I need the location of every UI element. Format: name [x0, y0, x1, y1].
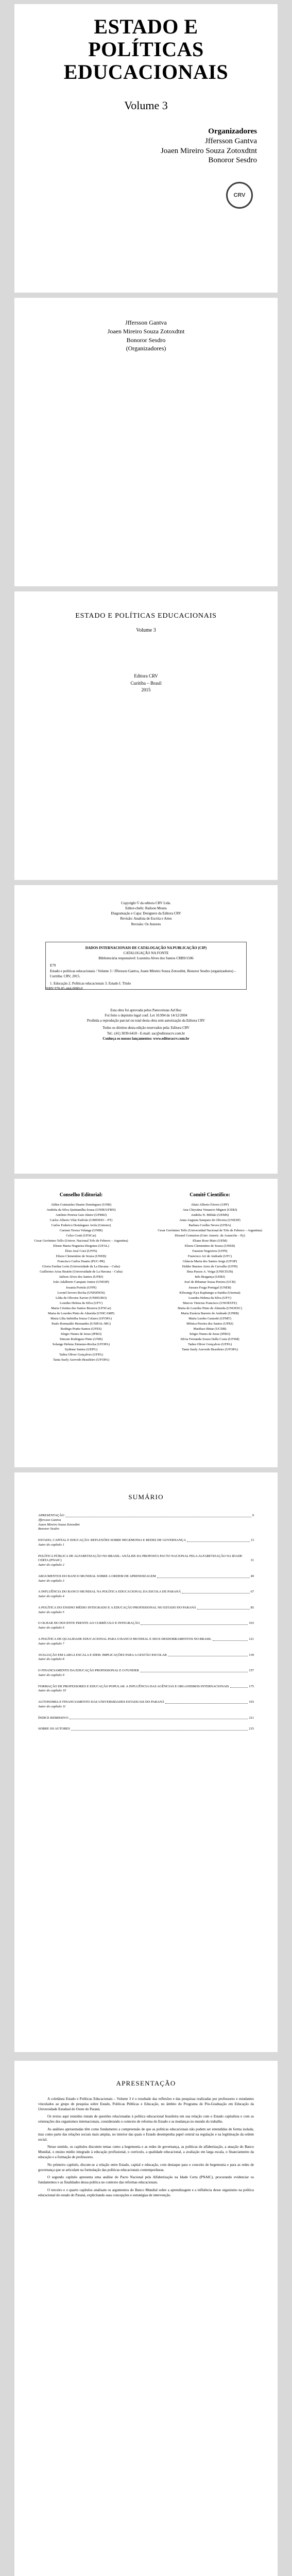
committee-member: Francisco Ari de Andrade (UFC) — [187, 1255, 232, 1259]
cip-box — [45, 942, 247, 990]
scientific-committee-title: Comitê Científico: — [190, 1192, 230, 1198]
toc-entry-author: Autor do capítulo 11 — [38, 1704, 66, 1708]
logo-text: CRV — [233, 192, 246, 198]
committee-member: Marcos Vinicius Francisco (UNOESTE) — [182, 1301, 237, 1305]
toc-entry-label: SOBRE OS AUTORES — [38, 1727, 71, 1731]
toc-entry-row — [38, 1514, 254, 1518]
toc-entry-row — [38, 1554, 254, 1564]
toc-entry-author: Autor do capítulo 5 — [38, 1610, 64, 1614]
toc-entry-page: 157 — [249, 1669, 254, 1673]
cover-title-line: ESTADO E — [94, 15, 198, 38]
council-page — [14, 1179, 278, 1467]
council-member: Andréia da Silva Quintanilha Sousa (UNIR/UFRN) — [46, 1208, 116, 1212]
cover-title — [14, 15, 278, 83]
toc-entry-author: Autor do capítulo 1 — [38, 1543, 64, 1547]
council-member: Sydione Santos (UEPG) — [64, 1348, 98, 1352]
cover-title-line: EDUCACIONAIS — [63, 60, 229, 83]
council-member: Celso Conti (UFSCar) — [66, 1233, 96, 1238]
council-member: Sérgio Nunes de Jesus (IFRO) — [61, 1332, 101, 1336]
scientific-committee-list — [154, 1202, 265, 1353]
toc-entry-row — [38, 1538, 254, 1543]
toc-entry-row — [38, 1621, 254, 1626]
toc-entry-page: 49 — [250, 1574, 254, 1578]
copyright-credits — [14, 901, 278, 927]
committee-member: Gláucia Maria dos Santos Jorge (UFOP) — [182, 1260, 237, 1264]
organizer-name: Bonoror Sesdro — [208, 156, 257, 165]
council-member: Rodrigo Pratte-Santos (UFES) — [60, 1327, 102, 1331]
toc-entry-page: 103 — [249, 1621, 254, 1625]
paragraph: A coletânea Estado e Políticas Educacionais – Volume 3 é o resultado das reflexões e das pesquisas realizadas por professores e estudantes vinculados ao grupo de pesquisa sobre Estado, Políticas Públicas e Educação, no âmbito do Programa de Pós-Graduação em Educação da Universidade Estadual do Oeste do Paraná. — [38, 2097, 254, 2111]
toc-entry-row — [38, 1700, 254, 1705]
toc-entry-label: AUTONOMIA E FINANCIAMENTO DAS UNIVERSIDADES ESTADUAIS DO PARANÁ — [38, 1700, 165, 1704]
paragraph: Nesse sentido, os capítulos discutem temas como a hegemonia e as redes de governança, as políticas de alfabetização, a atuação do Banco Mundial, o ensino médio integrado à educação profissional, o currículo, a qualidade educacional, a avaliação em larga escala, o financiamento da educação e a formação de professores. — [38, 2145, 254, 2159]
toc-entry-row — [38, 1574, 254, 1579]
committee-member: Maria de Lourdes Pinto de Almeida (UNOESC) — [178, 1306, 242, 1310]
notice-line: Conheça os nossos lançamentos: www.editoracrv.com.br — [102, 1036, 190, 1041]
presentation-page-1 — [14, 2061, 278, 2576]
council-member: Solange Helena Ximenes-Rocha (UFOPA) — [52, 1343, 110, 1347]
editorial-council-title: Conselho Editorial: — [59, 1192, 103, 1198]
committee-member: Sérgio Nunes de Jesus (IFRO) — [190, 1332, 230, 1336]
council-member: Josania Portela (UFPI) — [65, 1285, 97, 1290]
toc-entry-label: ARGUMENTOS DO BANCO MUNDIAL SOBRE A ORDEM DE APRENDIZAGEM — [38, 1574, 156, 1578]
toc-title: SUMÁRIO — [128, 1493, 164, 1501]
toc-entry-page: 121 — [249, 1637, 254, 1641]
council-member: Cesar Gerónimo Tello (Univer. Nacional Três de Febrero – Argentina) — [34, 1239, 128, 1243]
committee-member: Elizeu Clementino de Souza (UNEB) — [184, 1244, 235, 1248]
committee-member: Ilma Passos A. Veiga (UNICEUB) — [186, 1270, 233, 1274]
halftitle-line: Bonoror Sesdro — [126, 336, 166, 344]
paragraph: As análises apresentadas têm como fundamento a compreensão de que as políticas educacionais não podem ser entendidas de forma isolada, mas como parte das relações sociais mais amplas, no interior das quais o Estado desempenha papel central na regulação e na legitimação da ordem social. — [38, 2127, 254, 2142]
council-member: Tania Suely Azevedo Brasileiro (UFOPA) — [53, 1358, 110, 1362]
cover-title-line: POLÍTICAS — [88, 38, 204, 61]
cover-volume: Volume 3 — [124, 99, 168, 112]
halftitle-line: Joaen Mireiro Souza Zotoxdtnt — [107, 327, 185, 335]
council-member: Jailson Alves dos Santos (UFRJ) — [59, 1275, 104, 1279]
committee-member: Mônica Pereira dos Santos (UFRJ) — [186, 1321, 233, 1326]
toc-leader-dots — [141, 1624, 248, 1625]
organizer-name: Joaen Mireiro Souza Zotoxdtnt — [160, 146, 257, 155]
toc-entry[interactable] — [38, 1669, 254, 1678]
toc-entry[interactable] — [38, 1590, 254, 1599]
committee-member: Maria Eurácia Barreto de Andrade (UFRB) — [181, 1311, 239, 1315]
committee-member: Cesar Gerónimo Tello (Universidad Nacional de Três de Febrero – Argentina) — [158, 1228, 262, 1232]
toc-entry-page: 215 — [249, 1727, 254, 1731]
toc-leader-dots — [182, 1593, 249, 1594]
toc-entry-page: 13 — [250, 1538, 254, 1543]
presentation-body-1 — [38, 2097, 254, 2201]
title-page-volume: Volume 3 — [136, 628, 156, 633]
notice-line: Todos os direitos desta edição reservados pela: Editora CRV — [102, 1026, 190, 1030]
toc-entry-page: 193 — [249, 1700, 254, 1704]
notice-line: Proibida a reprodução parcial ou total desta obra sem autorização da Editora CRV — [87, 1019, 205, 1023]
council-member: Maria de Lourdes Pinto de Almeida (UNICAMP) — [48, 1311, 114, 1315]
council-member: Francisco Carlos Duarte (PUC-PR) — [57, 1260, 105, 1264]
credit-line: Revisão: Os Autores — [131, 922, 161, 926]
toc-entry[interactable] — [38, 1637, 254, 1647]
council-member: Lídia de Oliveira Xavier (UNIEURO) — [56, 1296, 107, 1300]
committee-member: Anna Augusta Sampaio de Oliveira (UNESP) — [179, 1218, 241, 1222]
presentation-title: APRESENTAÇÃO — [116, 2079, 176, 2087]
toc-entry-label: ESTADO, CAPITAL E EDUCAÇÃO: REFLEXÕES SOBRE HEGEMONIA E REDES DE GOVERNANÇA — [38, 1538, 186, 1543]
committee-member: Andréia N. Militão (UEMS) — [191, 1213, 229, 1217]
toc-entry-page: 139 — [249, 1653, 254, 1657]
toc-entry[interactable] — [38, 1716, 254, 1721]
toc-entry-row — [38, 1653, 254, 1658]
credit-line: Revisão: Analista de Escrita e Artes — [120, 917, 172, 921]
halftitle-page — [14, 298, 278, 586]
cip-line: CATALOGAÇÃO NA FONTE — [123, 951, 169, 956]
toc-entry-row — [38, 1637, 254, 1642]
copyright-page — [14, 885, 278, 1174]
committee-member: Silvia Fernanda Souza Dalla Costa (UFSM) — [180, 1337, 239, 1342]
toc-entry-label: ÍNDICE REMISSIVO — [38, 1716, 68, 1720]
notice-line: Foi feito o depósito legal conf. Lei 10.994 de 14/12/2004 — [105, 1013, 187, 1018]
committee-member: Tania Suely Azevedo Brasileiro (UFOPA) — [181, 1348, 238, 1352]
committee-member: José de Ribamar Sousa Pereira (UCB) — [184, 1280, 236, 1284]
toc-entry-row — [38, 1727, 254, 1732]
cover-page — [14, 4, 278, 293]
toc-entry[interactable] — [38, 1700, 254, 1709]
toc-entry-author: Autor do capítulo 9 — [38, 1673, 64, 1677]
cip-line: Estado e políticas educacionais / Volume 3 / Jffersson Gantva, Joaen Mireiro Souza Zotoxdtnt, Bonoror Sesdro (organizadores) – Curitiba: CRV, 2015. — [50, 969, 236, 978]
toc-list — [38, 1514, 254, 1738]
council-member: Antônio Pereira Gaio Júnior (UFRRJ) — [56, 1213, 107, 1217]
toc-entry-label: O OLHAR DO DOCENTE FRENTE AO CURRÍCULO E INTEGRAÇÃO — [38, 1621, 140, 1625]
toc-leader-dots — [187, 1541, 249, 1542]
toc-entry-label: A INFLUÊNCIA DO BANCO MUNDIAL NA POLÍTICA EDUCACIONAL DA ESCOLA DE PARANÁ — [38, 1590, 181, 1594]
committee-member: Diosnel Centurion (Univ Americ. de Asunción – Py) — [175, 1233, 245, 1238]
toc-entry-row — [38, 1669, 254, 1673]
toc-entry-page: 9 — [252, 1514, 254, 1517]
toc-entry-author: Joaen Mireiro Souza Zotoxdtnt — [38, 1522, 80, 1527]
cip-line: 1. Educação 2. Políticas educacionais 3. Estado I. Título — [50, 981, 131, 986]
credit-line: Copyright © da editora CRV Ltda. — [121, 901, 171, 905]
toc-entry-author: Jffersson Gantva — [38, 1518, 61, 1522]
committee-member: Kilwangy Kya Kapitango-a-Samba (Unemat) — [179, 1291, 241, 1295]
council-member: Carlos Alberto Vilar Estêvão (UMINHO – PT) — [49, 1218, 113, 1222]
toc-entry[interactable] — [38, 1554, 254, 1568]
toc-entry-label: A POLÍTICA DE QUALIDADE EDUCACIONAL PARA O BANCO MUNDIAL E SEUS DESDOBRAMENTOS NO BRASIL — [38, 1637, 212, 1641]
title-page — [14, 591, 278, 880]
toc-entry[interactable] — [38, 1606, 254, 1615]
crv-logo-icon — [226, 182, 253, 209]
scientific-committee — [154, 1191, 265, 1352]
halftitle-line: Jffersson Gantva — [125, 319, 167, 326]
toc-entry-label: POLÍTICA PÚBLICA DE ALFABETIZAÇÃO NO BRASIL: ANÁLISE DA PROPOSTA PACTO NACIONAL PELA ALFABETIZAÇÃO NA IDADE CERTA (PNAIC) — [38, 1554, 243, 1563]
council-member: Elione Maria Nogueira Diogenes (UFAL) — [53, 1244, 109, 1248]
council-member: Paulo Romualdo Hernandes (UNIFAL-MG) — [51, 1321, 111, 1326]
toc-entry-label: APRESENTAÇÃO — [38, 1514, 64, 1517]
notice-line: Tel.: (41) 3039-6418 - E-mail: sac@editoracrv.com.br — [107, 1031, 185, 1036]
council-member: Carlos Federico Domínguez Avila (Unieuro) — [51, 1223, 111, 1227]
toc-entry-author: Autor do capítulo 3 — [38, 1579, 64, 1583]
halftitle-names — [14, 318, 278, 353]
toc-entry-page: 211 — [249, 1716, 254, 1720]
toc-entry-author: Autor do capítulo 2 — [38, 1563, 64, 1567]
council-member: Élsio José Corá (UFFS) — [65, 1249, 97, 1253]
council-member: João Adalberto Campato Junior (UNESP) — [53, 1280, 109, 1284]
toc-entry[interactable] — [38, 1538, 254, 1548]
toc-entry-label: O FINANCIAMENTO DA EDUCAÇÃO PROFISSIONAL E O FUNDEB — [38, 1669, 139, 1673]
paragraph: Os textos aqui reunidos tratam de questões relacionadas à política educacional brasileira em sua relação com o Estado capitalista e com as orientações dos organismos internacionais, considerando o contexto de reforma do Estado e as mudanças no mundo do trabalho. — [38, 2114, 254, 2124]
paragraph: O segundo capítulo apresenta uma análise do Pacto Nacional pela Alfabetização na Idade Certa (PNAIC), procurando evidenciar os fundamentos e as finalidades dessa política no contexto das reformas educacionais. — [38, 2175, 254, 2185]
organizer-name: Jffersson Gantva — [205, 137, 257, 145]
committee-member: Lourdes Helena da Silva (UFV) — [188, 1296, 232, 1300]
editorial-council-list — [26, 1202, 136, 1363]
publisher-line: Editora CRV — [134, 673, 158, 679]
committee-member: Ana Chrystina Venancio Mignot (UERJ) — [182, 1208, 237, 1212]
title-page-publisher — [14, 673, 278, 694]
council-member: Carmen Tereza Velanga (UNIR) — [59, 1228, 103, 1232]
publisher-line: 2015 — [141, 687, 151, 692]
toc-entry-author: Autor do capítulo 10 — [38, 1689, 66, 1693]
council-member: Maria Cristina dos Santos Bezerra (UFSCar) — [51, 1306, 111, 1310]
toc-entry[interactable] — [38, 1514, 254, 1532]
cip-line: DADOS INTERNACIONAIS DE CATALOGAÇÃO NA PUBLICAÇÃO (CIP) — [85, 946, 207, 950]
toc-entry[interactable] — [38, 1621, 254, 1631]
cip-line: E79 — [50, 963, 56, 968]
toc-leader-dots — [230, 1687, 248, 1688]
halftitle-line: (Organizadores) — [126, 345, 166, 352]
toc-leader-dots — [213, 1640, 248, 1641]
toc-entry-label: FORMAÇÃO DE PROFESSORES E EDUCAÇÃO POPULAR: A INFLUÊNCIA DAS AGÊNCIAS E ORGANISMOS INTERNACIONAIS — [38, 1684, 229, 1688]
toc-entry-author: Autor do capítulo 8 — [38, 1657, 64, 1662]
council-member: Guillermo Arias Beatón (Universidade de La Havana – Cuba) — [40, 1270, 123, 1274]
committee-member: Eliane Rose Maio (UEM) — [193, 1239, 227, 1243]
committee-member: Jussara Fraga Portugal (UNEB) — [188, 1285, 231, 1290]
committee-member: Maria Lurdes Ganzetti (UFMT) — [188, 1316, 231, 1320]
council-member: Maria Lília Imbiriba Sousa Colares (UFOPA) — [50, 1316, 112, 1320]
toc-entry-author: Autor do capítulo 6 — [38, 1626, 64, 1630]
copyright-notice — [14, 1008, 278, 1041]
toc-entry-row — [38, 1590, 254, 1595]
paragraph: O terceiro e o quarto capítulos analisam os argumentos do Banco Mundial sobre a aprendizagem e a influência desse organismo na política educacional do estado do Paraná, explicitando suas concepções e estratégias de intervenção. — [38, 2188, 254, 2197]
toc-entry-label: A POLÍTICA DO ENSINO MÉDIO INTEGRADO E A EDUCAÇÃO PROFISSIONAL NO ESTADO DO PARANÁ — [38, 1605, 196, 1609]
cover-organizers — [154, 127, 257, 165]
toc-entry-page: 85 — [250, 1605, 254, 1609]
title-page-title: ESTADO E POLÍTICAS EDUCACIONAIS — [75, 612, 217, 620]
toc-entry-page: 175 — [249, 1684, 254, 1688]
council-member: Simone Rodrigues Pinto (UNB) — [59, 1337, 103, 1342]
toc-leader-dots — [165, 1703, 248, 1704]
credit-line: Diagramação e Capa: Designers da Editora CRV — [111, 911, 181, 916]
council-member: Leonel Severo Rocha (UNISINOS) — [57, 1291, 105, 1295]
toc-entry-row — [38, 1685, 254, 1689]
paragraph: No primeiro capítulo, discute-se a relação entre Estado, capital e educação, com destaque para o conceito de hegemonia e para as redes de governança que se articulam na formulação das políticas educacionais contemporâneas. — [38, 2162, 254, 2172]
committee-member: Altair Alberto Fávero (UPF) — [191, 1202, 229, 1207]
toc-entry-row — [38, 1716, 254, 1721]
toc-entry[interactable] — [38, 1653, 254, 1663]
council-member: Aldira Guimarães Duarte Domínguez (UNB) — [50, 1202, 112, 1207]
committee-member: Helder Buenos Aires de Carvalho (UFPI) — [182, 1265, 238, 1269]
toc-entry-page: 67 — [250, 1590, 254, 1594]
table-of-contents-page — [14, 1472, 278, 2052]
council-member: Tadeu Oliver Gonçalves (UFPA) — [59, 1353, 104, 1357]
committee-member: Barbara Coelho Neves (UFBA) — [188, 1223, 231, 1227]
toc-entry[interactable] — [38, 1727, 254, 1732]
council-member: Lourdes Helena da Silva (UFV) — [59, 1301, 103, 1305]
toc-entry-author: Autor do capítulo 7 — [38, 1641, 64, 1646]
organizers-heading: Organizadores — [208, 127, 257, 135]
toc-entry-author: Autor do capítulo 4 — [38, 1595, 64, 1599]
publisher-line: Curitiba – Brasil — [130, 680, 162, 686]
committee-member: Fauston Negreiros (UFPI) — [192, 1249, 228, 1253]
council-member: Elizeu Clementino de Souza (UNEB) — [56, 1255, 107, 1259]
toc-entry[interactable] — [38, 1574, 254, 1584]
credit-line: Editor-chefe: Railson Moura — [125, 906, 167, 911]
isbn: ISBN 978-85-444-0000-0 — [45, 987, 83, 991]
toc-entry-label: AVALIAÇÃO EM LARGA ESCALA E IDEB: IMPLICAÇÕES PARA A GESTÃO ESCOLAR — [38, 1653, 167, 1657]
toc-entry[interactable] — [38, 1685, 254, 1694]
council-member: Gloria Fariñas León (Universidade de La Havana – Cuba) — [42, 1265, 120, 1269]
committee-member: Tadeu Oliver Gonçalves (UFPA) — [187, 1343, 232, 1347]
toc-entry-page: 31 — [250, 1558, 254, 1563]
cip-line: Bibliotecária responsável: Luzenira Alves dos Santos CRB9/1506 — [98, 956, 194, 961]
committee-member: Mariluce Bittar (UCDB) — [193, 1327, 227, 1331]
notice-line: Esta obra foi aprovada pelos Pareceristas Ad Hoc — [110, 1008, 182, 1012]
toc-entry-row — [38, 1606, 254, 1611]
toc-entry-author: Bonoror Sesdro — [38, 1527, 59, 1531]
committee-member: Inês Bragança (UERJ) — [195, 1275, 225, 1279]
editorial-council — [26, 1191, 136, 1363]
toc-leader-dots — [71, 1730, 248, 1731]
